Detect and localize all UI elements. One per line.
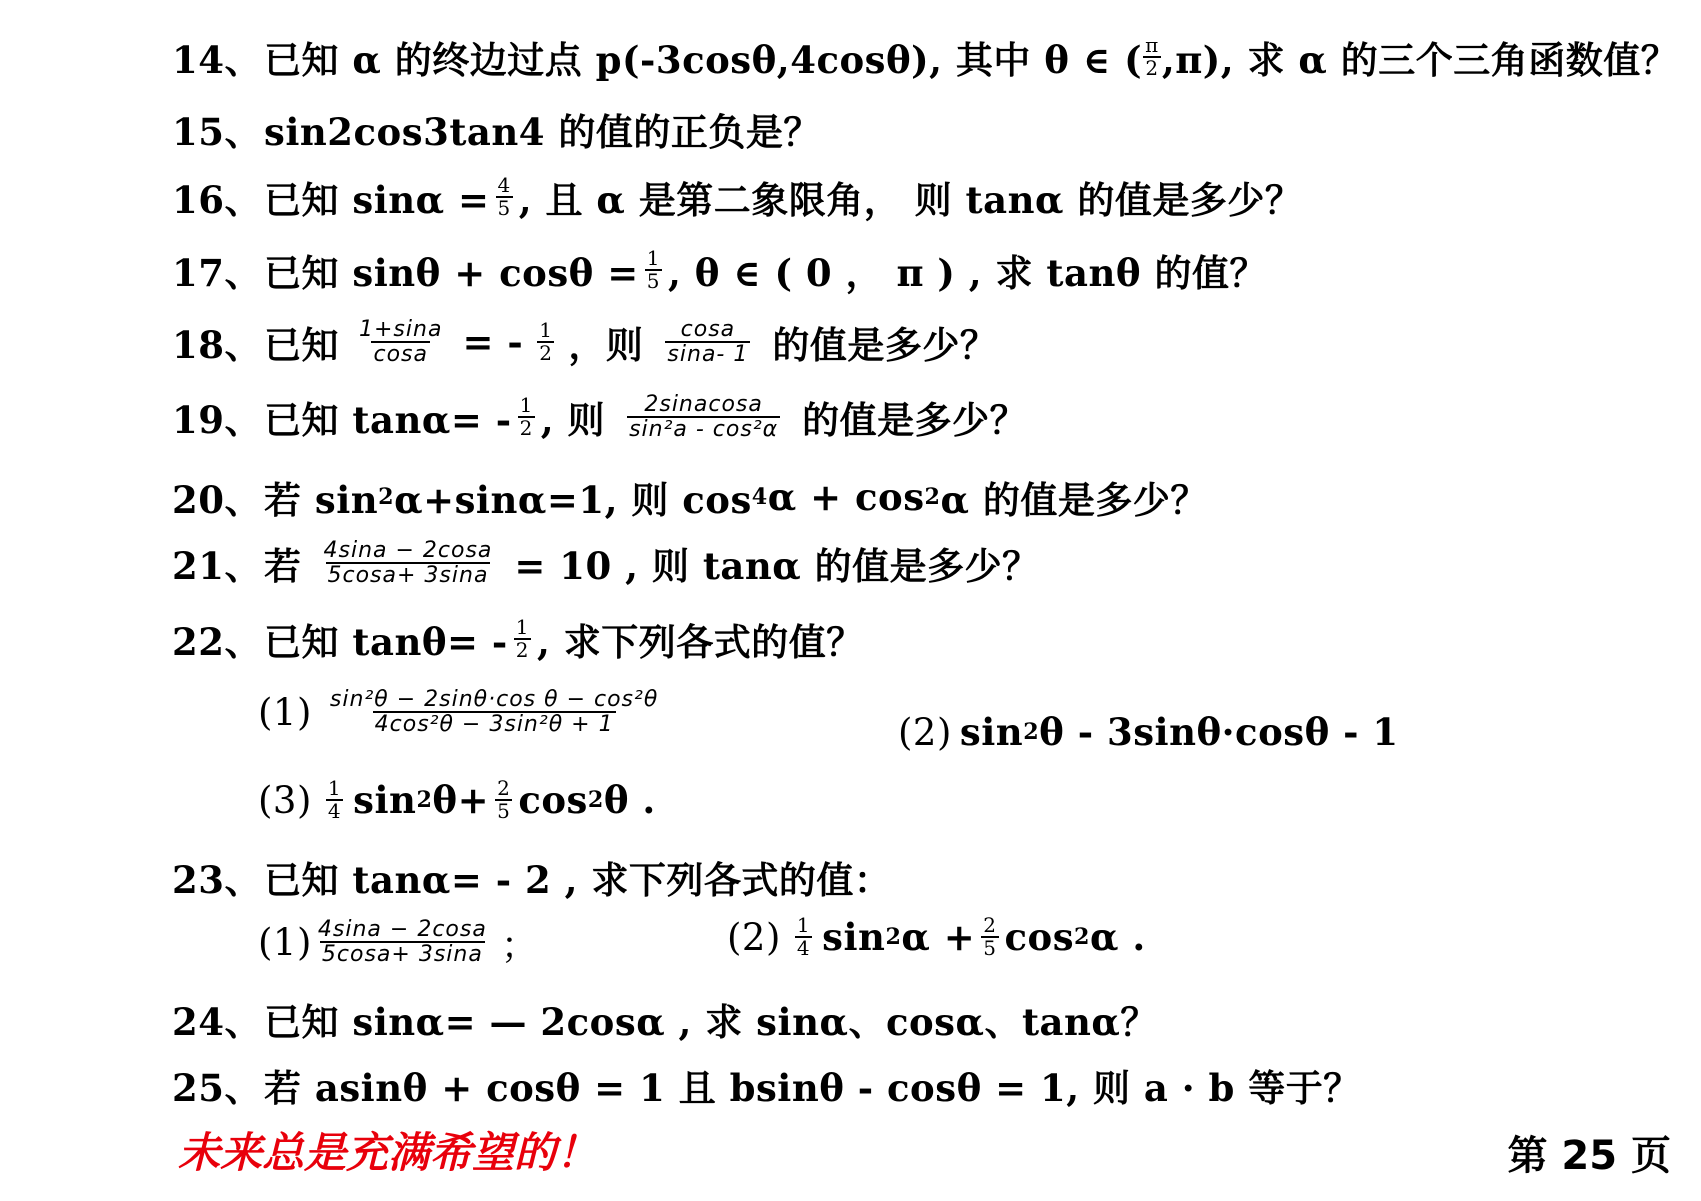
problem-text: 的值是多少？ <box>772 323 998 367</box>
problem-text: 已知 tanα= - 2 , 求下列各式的值： <box>264 858 892 902</box>
problem-22-subitem-3: (3) $\frac{1}{4}$ sin 2 θ+ $\frac{2}{5}$ cos 2 θ . <box>258 776 656 823</box>
fraction-denominator: 2 <box>1145 56 1159 80</box>
fraction-numerator: 2 <box>983 913 997 937</box>
problem-number: 19、 <box>172 398 262 442</box>
fraction <box>537 320 554 364</box>
problem-text: 的值是多少？ <box>802 398 1028 442</box>
problem-20: 20、 若 sin 2 α+sinα=1, 则 cos 4 α + cos 2 α 的值是多少？ <box>172 470 1701 524</box>
problem-text: ,π), 求 α 的三个三角函数值？ <box>1161 38 1679 82</box>
problem-number: 24、 <box>172 1000 262 1044</box>
fraction-denominator: 5 <box>497 196 511 220</box>
problem-number: 14、 <box>172 38 262 82</box>
subitem-text: θ . <box>603 778 656 822</box>
page-number: 第 25 页 <box>1507 1133 1671 1179</box>
fraction-denominator: sina- 1 <box>667 342 749 367</box>
problem-17 <box>172 243 1701 297</box>
problem-23-subitem-2: (2) $\frac{1}{4}$ sin 2 α + $\frac{2}{5}$ cos 2 α . <box>727 913 1146 960</box>
fraction <box>322 539 495 587</box>
problem-text: 已知 sinθ + cosθ = <box>264 251 639 295</box>
problem-number: 15、 <box>172 110 262 154</box>
fraction <box>795 915 812 959</box>
problem-text: α+sinα=1, 则 cos <box>394 478 752 522</box>
problem-text: 已知 sinα= — 2cosα , 求 sinα、cosα、tanα？ <box>264 1000 1158 1044</box>
problem-18 <box>172 315 1701 369</box>
fraction-numerator: 1 <box>796 913 811 937</box>
fraction-numerator: sin²θ − 2sinθ·cos θ − cos²θ <box>329 687 659 712</box>
fraction <box>665 318 750 366</box>
problem-text: = 10 , 则 tanα 的值是多少？ <box>514 544 1040 588</box>
problem-14 <box>172 30 1701 84</box>
fraction-numerator: 4sina − 2cosa <box>317 916 487 942</box>
problem-number: 20、 <box>172 478 262 522</box>
problem-text: = - <box>462 320 524 364</box>
problem-text: 若 asinθ + cosθ = 1 且 bsinθ - cosθ = 1, 则 a · b 等于？ <box>264 1066 1361 1110</box>
fraction-denominator: 4cos²θ − 3sin²θ + 1 <box>374 712 614 738</box>
fraction-denominator: 4 <box>327 799 342 823</box>
problem-21 <box>172 536 1701 590</box>
subitem-text: θ - 3sinθ·cosθ - 1 <box>1039 710 1399 754</box>
problem-22 <box>172 612 1701 666</box>
fraction-numerator: 1 <box>327 776 342 800</box>
problem-number: 25、 <box>172 1066 262 1110</box>
problem-text: 已知 <box>264 323 339 367</box>
fraction <box>496 175 513 219</box>
problem-23 <box>172 850 1701 904</box>
fraction-numerator: 4sina − 2cosa <box>323 537 493 563</box>
problem-number: 16、 <box>172 178 262 222</box>
footer-slogan: 未来总是充满希望的！ <box>178 1128 599 1177</box>
problem-number: 21、 <box>172 544 262 588</box>
subitem-text: sin <box>959 710 1024 754</box>
problem-text: 已知 α 的终边过点 p(-3cosθ,4cosθ), 其中 θ ∈ ( <box>264 38 1143 82</box>
problem-text: , θ ∈ ( 0 ， π ) , 求 tanθ 的值？ <box>667 251 1267 295</box>
fraction <box>326 778 343 822</box>
fraction <box>514 617 531 661</box>
subitem-text: α + <box>901 915 976 959</box>
fraction-numerator: 1 <box>515 615 529 639</box>
problem-19 <box>172 390 1701 444</box>
problem-text: 已知 tanα= - <box>264 398 512 442</box>
problem-text: α + cos <box>767 475 925 519</box>
subitem-text: cos <box>518 778 588 822</box>
problem-number: 23、 <box>172 858 262 902</box>
fraction-denominator: 5 <box>646 269 660 293</box>
subitem-text: sin <box>822 915 886 959</box>
fraction <box>328 688 660 736</box>
subitem-text: ； <box>500 924 539 967</box>
subitem-label: (2) <box>727 915 781 959</box>
fraction <box>357 318 444 366</box>
fraction-denominator: cosa <box>373 342 428 367</box>
subitem-text: sin <box>353 778 417 822</box>
subitem-label: (2) <box>898 710 952 754</box>
problem-text: ，则 <box>568 323 644 367</box>
fraction <box>316 918 489 966</box>
fraction-denominator: 2 <box>515 638 529 662</box>
fraction-denominator: 2 <box>539 341 553 365</box>
problem-number: 18、 <box>172 323 262 367</box>
problem-text: 已知 tanθ= - <box>264 620 508 664</box>
problem-25 <box>172 1058 1701 1112</box>
fraction-numerator: 1 <box>646 246 660 270</box>
fraction-numerator: 2 <box>497 776 511 800</box>
subitem-text: θ+ <box>432 778 490 822</box>
fraction <box>645 248 662 292</box>
problem-22-subitem-2: (2) sin 2 θ - 3sinθ·cosθ - 1 <box>898 710 1399 754</box>
subitem-text: cos <box>1004 915 1075 959</box>
fraction <box>518 395 535 439</box>
fraction-denominator: 5cosa+ 3sina <box>321 942 483 967</box>
problem-text: 已知 sinα = <box>264 178 490 222</box>
fraction-denominator: sin²a - cos²α <box>629 417 779 442</box>
problem-number: 17、 <box>172 251 262 295</box>
fraction <box>495 778 512 822</box>
subitem-label: (3) <box>258 778 312 822</box>
problem-15 <box>172 102 1701 156</box>
fraction <box>981 915 998 959</box>
fraction-denominator: 4 <box>796 936 811 960</box>
problem-text: , 则 <box>540 398 606 442</box>
problem-text: α 的值是多少？ <box>940 478 1208 522</box>
fraction-numerator: 4 <box>497 173 511 197</box>
problem-number: 22、 <box>172 620 262 664</box>
problem-text: 若 <box>264 544 302 588</box>
problem-16 <box>172 170 1701 224</box>
fraction-denominator: 5cosa+ 3sina <box>327 563 489 588</box>
problem-text: 若 sin <box>264 478 379 522</box>
problem-24 <box>172 992 1701 1046</box>
problem-text: , 且 α 是第二象限角， 则 tanα 的值是多少？ <box>518 178 1303 222</box>
fraction-numerator: 2sinacosa <box>644 391 763 417</box>
fraction-numerator: cosa <box>680 316 736 342</box>
problem-text: sin2cos3tan4 的值的正负是？ <box>264 110 821 154</box>
fraction-numerator: 1+sina <box>359 316 443 342</box>
subitem-text: α . <box>1090 915 1146 959</box>
fraction-numerator: 1 <box>539 318 553 342</box>
problem-text: , 求下列各式的值？ <box>537 620 864 664</box>
fraction-denominator: 2 <box>519 416 533 440</box>
fraction-numerator: π <box>1145 33 1159 57</box>
subitem-label: (1) <box>258 920 312 964</box>
fraction <box>627 393 780 441</box>
subitem-label: (1) <box>258 690 312 734</box>
fraction-numerator: 1 <box>519 393 533 417</box>
fraction-denominator: 5 <box>497 799 511 823</box>
fraction <box>1143 35 1161 79</box>
fraction-denominator: 5 <box>983 936 997 960</box>
